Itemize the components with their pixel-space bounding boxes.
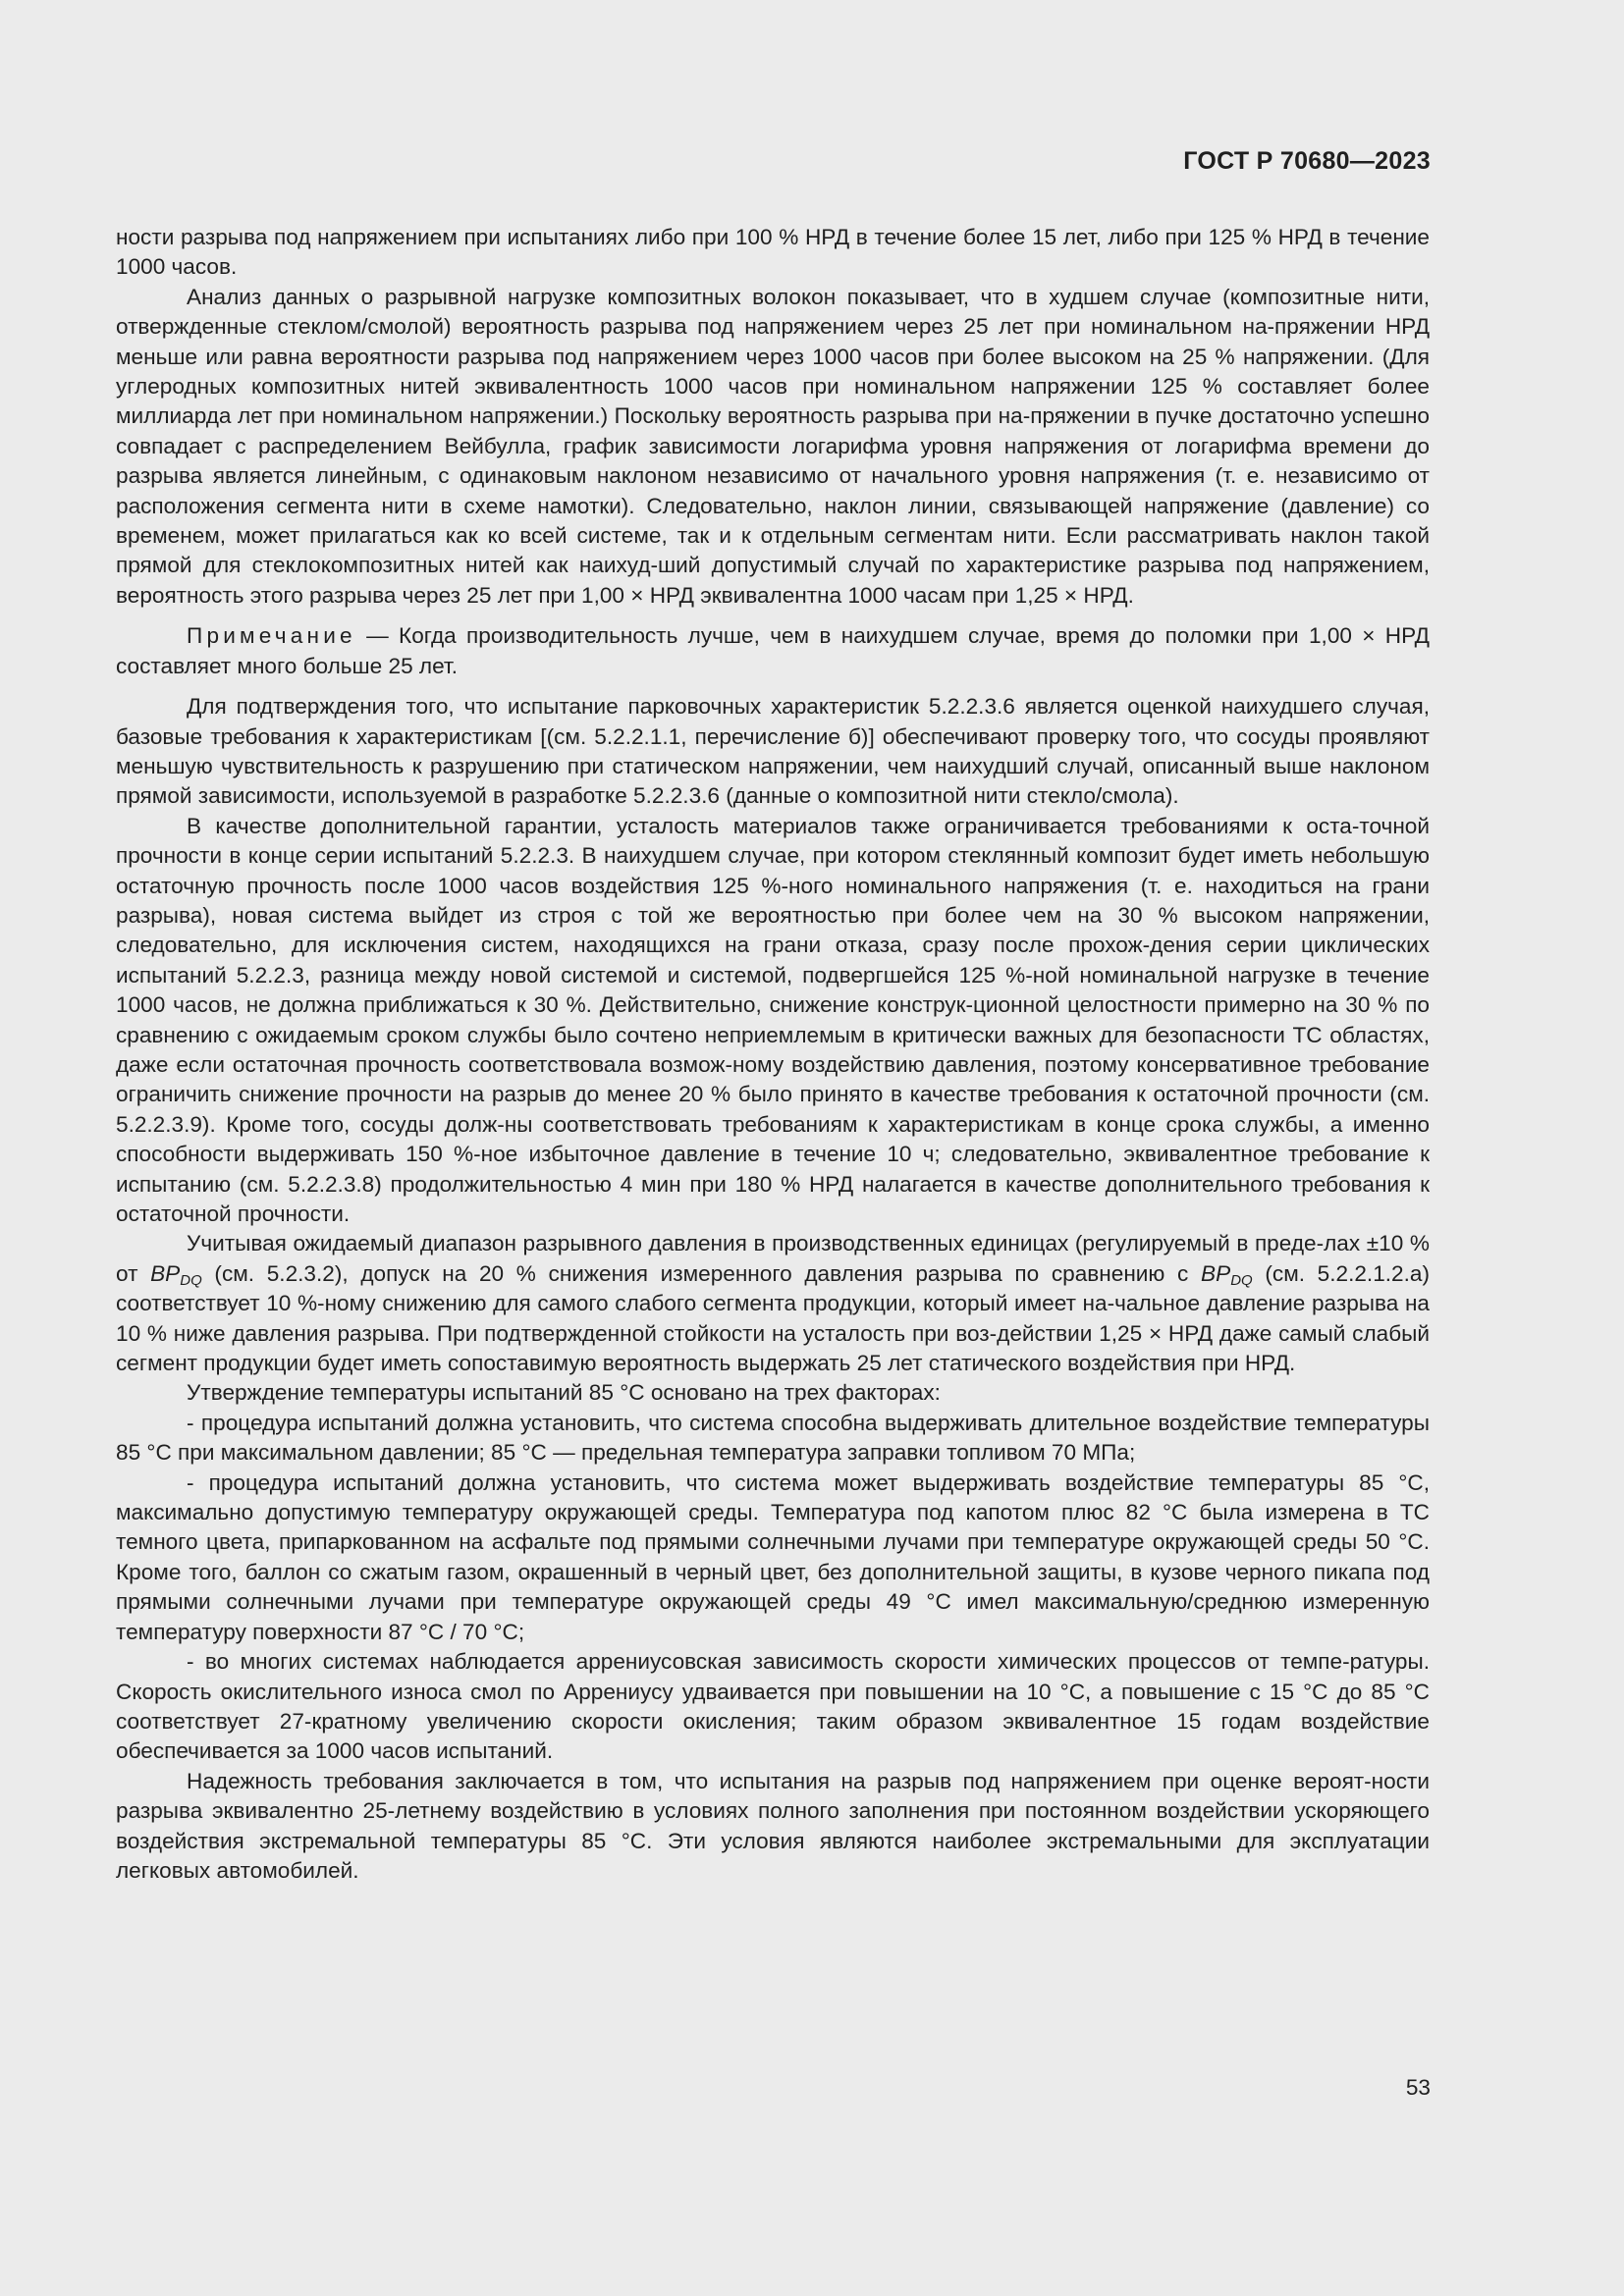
paragraph-continuation: ности разрыва под напряжением при испытаниях либо при 100 % НРД в течение более 15 лет, либо при 125 % НРД в течение 1000 часов. [116,225,1430,280]
document-body [116,223,1430,1886]
note-text: — Когда производительность лучше, чем в наихудшем случае, время до поломки при 1,00 × НРД составляет много больше 25 лет. [116,623,1430,678]
bp-subscript: DQ [1230,1271,1253,1289]
paragraph-temperature-intro: Утверждение температуры испытаний 85 °С основано на трех факторах: [187,1380,941,1406]
burst-text-c: (см. 5.2.2.1.2.а) соответствует 10 %-ному снижению для самого слабого сегмента продукции, который имеет на-чальное давление разрыва на 10 % ниже давления разрыва. При подтвержденной стойкости на усталость при воз-действии 1,25 × НРД даже самый слабый сегмент продукции будет иметь сопоставимую вероятность выдержать 25 лет статического воздействия при НРД. [116,1260,1430,1376]
bp-symbol: BP [1201,1260,1231,1286]
burst-text-b: (см. 5.2.3.2), допуск на 20 % снижения измеренного давления разрыва по сравнению с [201,1260,1202,1286]
list-item: - процедура испытаний должна установить, что система способна выдерживать длительное воздействие температуры 85 °С при максимальном давлении; 85 °С — предельная температура заправки топливом 70 МПа; [116,1410,1430,1466]
list-item: - процедура испытаний должна установить, что система может выдерживать воздействие температуры 85 °С, максимально допустимую температуру окружающей среды. Температура под капотом плюс 82 °С была измерена в ТС темного цвета, припаркованном на асфальте под прямыми солнечными лучами при температуре окружающей среды 50 °С. Кроме того, баллон со сжатым газом, окрашенный в черный цвет, без дополнительной защиты, в кузове черного пикапа под прямыми солнечными лучами при температуре окружающей среды 49 °С имел максимальную/среднюю измеренную температуру поверхности 87 °С / 70 °С; [116,1469,1430,1644]
bp-subscript: DQ [180,1271,202,1289]
list-item: - во многих системах наблюдается аррениусовская зависимость скорости химических процессов от темпе-ратуры. Скорость окислительного износа смол по Аррениусу удваивается при повышении на 10 °С, а повышение с 15 °С до 85 °С соответствует 27-кратному увеличению скорости окисления; таким образом эквивалентное 15 годам воздействие обеспечивается за 1000 часов испытаний. [116,1649,1430,1764]
paragraph-parking-test: Для подтверждения того, что испытание парковочных характеристик 5.2.2.3.6 является оценкой наихудшего случая, базовые требования к характеристикам [(см. 5.2.2.1.1, перечисление б)] обеспечивают проверку того, что сосуды проявляют меньшую чувствительность к разрушению при статическом напряжении, чем наихудший случай, описанный выше наклоном прямой зависимости, используемой в разработке 5.2.2.3.6 (данные о композитной нити стекло/смола). [116,694,1430,809]
bp-symbol: BP [150,1260,181,1286]
note-paragraph [116,621,1430,681]
paragraph-reliability: Надежность требования заключается в том, что испытания на разрыв под напряжением при оценке вероят-ности разрыва эквивалентно 25-летнему воздействию в условиях полного заполнения при постоянном воздействии ускоряющего воздействия экстремальной температуры 85 °С. Эти условия являются наиболее экстремальными для эксплуатации легковых автомобилей. [116,1768,1430,1883]
paragraph-burst-pressure [116,1229,1430,1378]
note-label: Примечание [187,623,356,649]
paragraph-guarantee: В качестве дополнительной гарантии, усталость материалов также ограничивается требованиями к оста-точной прочности в конце серии испытаний 5.2.2.3. В наихудшем случае, при котором стеклянный композит будет иметь небольшую остаточную прочность после 1000 часов воздействия 125 %-ного номинального напряжения (т. е. находиться на грани разрыва), новая система выйдет из строя с той же вероятностью при более чем на 30 % высоком напряжении, следовательно, для исключения систем, находящихся на грани отказа, сразу после прохож-дения серии циклических испытаний 5.2.2.3, разница между новой системой и системой, подвергшейся 125 %-ной номинальной нагрузке в течение 1000 часов, не должна приближаться к 30 %. Действительно, снижение конструк-ционной целостности примерно на 30 % по сравнению с ожидаемым сроком службы было сочтено неприемлемым в критически важных для безопасности ТС областях, даже если остаточная прочность соответствовала возмож-ному воздействию давления, поэтому консервативное требование ограничить снижение прочности на разрыв до менее 20 % было принято в качестве требования к остаточной прочности (см. 5.2.2.3.9). Кроме того, сосуды долж-ны соответствовать требованиям к характеристикам в конце срока службы, а именно способности выдерживать 150 %-ное избыточное давление в течение 10 ч; следовательно, эквивалентное требование к испытанию (см. 5.2.2.3.8) продолжительностью 4 мин при 180 % НРД налагается в качестве дополнительного требования к остаточной прочности. [116,813,1430,1226]
paragraph-analysis: Анализ данных о разрывной нагрузке композитных волокон показывает, что в худшем случае (композитные нити, отвержденные стеклом/смолой) вероятность разрыва под напряжением через 25 лет при номинальном на-пряжении НРД меньше или равна вероятности разрыва под напряжением через 1000 часов при более высоком на 25 % напряжении. (Для углеродных композитных нитей эквивалентность 1000 часов при номинальном напряжении 125 % составляет более миллиарда лет при номинальном напряжении.) Поскольку вероятность разрыва при на-пряжении в пучке достаточно успешно совпадает с распределением Вейбулла, график зависимости логарифма уровня напряжения от логарифма времени до разрыва является линейным, с одинаковым наклоном независимо от начального уровня напряжения (т. е. независимо от расположения сегмента нити в схеме намотки). Следовательно, наклон линии, связывающей напряжение (давление) со временем, может прилагаться как ко всей системе, так и к отдельным сегментам нити. Если рассматривать наклон такой прямой для стеклокомпозитных нитей как наихуд-ший допустимый случай по характеристике разрыва под напряжением, вероятность этого разрыва через 25 лет при 1,00 × НРД эквивалентна 1000 часам при 1,25 × НРД. [116,284,1430,608]
document-header: ГОСТ Р 70680—2023 [1183,147,1431,175]
burst-text-a: Учитывая ожидаемый диапазон разрывного давления в производственных единицах (регулируемый в преде-лах ±10 % от [116,1231,1430,1286]
page-number: 53 [1405,2075,1431,2100]
